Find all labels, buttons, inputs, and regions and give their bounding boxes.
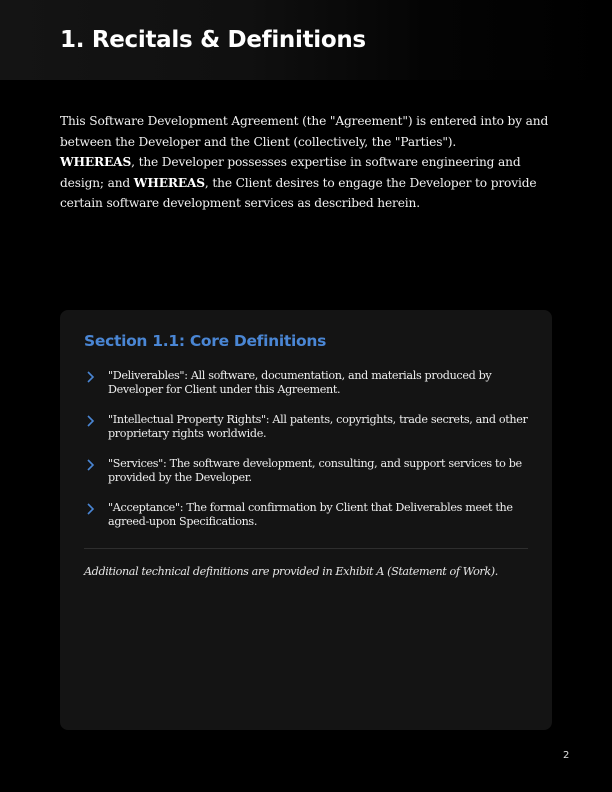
chevron-right-icon [86, 458, 96, 472]
definition-item [84, 369, 532, 397]
definition-text: "Deliverables": All software, documentation, and materials produced by Developer for Client under this Agreement. [108, 369, 492, 396]
divider [84, 548, 528, 549]
definitions-list [84, 369, 532, 545]
chevron-right-icon [86, 502, 96, 516]
definition-text: "Acceptance": The formal confirmation by Client that Deliverables meet the agreed-upon Specifications. [108, 501, 513, 528]
definition-item [84, 457, 532, 485]
exhibit-note: Additional technical definitions are provided in Exhibit A (Statement of Work). [84, 565, 498, 578]
whereas-label: WHEREAS [133, 175, 205, 190]
definitions-card [60, 310, 552, 730]
page-number: 2 [563, 750, 570, 761]
page-header [0, 0, 612, 80]
page-title: 1. Recitals & Definitions [60, 27, 366, 53]
chevron-right-icon [86, 370, 96, 384]
whereas-clause-text: , the Developer possesses expertise in software engineering and design; and [60, 155, 521, 190]
whereas-clause-text: , the Client desires to engage the Developer to provide certain software development services as described herein. [60, 175, 537, 211]
chevron-right-icon [86, 414, 96, 428]
section-title: Section 1.1: Core Definitions [84, 332, 327, 350]
definition-item [84, 501, 532, 529]
recitals-paragraph [60, 111, 554, 214]
definition-text: "Services": The software development, consulting, and support services to be provided by the Developer. [108, 457, 522, 484]
intro-sentence: This Software Development Agreement (the "Agreement") is entered into by and between the Developer and the Client (collectively, the "Parties"). [60, 114, 549, 149]
whereas-label: WHEREAS [60, 155, 132, 170]
definition-item [84, 413, 532, 441]
definition-text: "Intellectual Property Rights": All patents, copyrights, trade secrets, and other proprietary rights worldwide. [108, 413, 528, 440]
